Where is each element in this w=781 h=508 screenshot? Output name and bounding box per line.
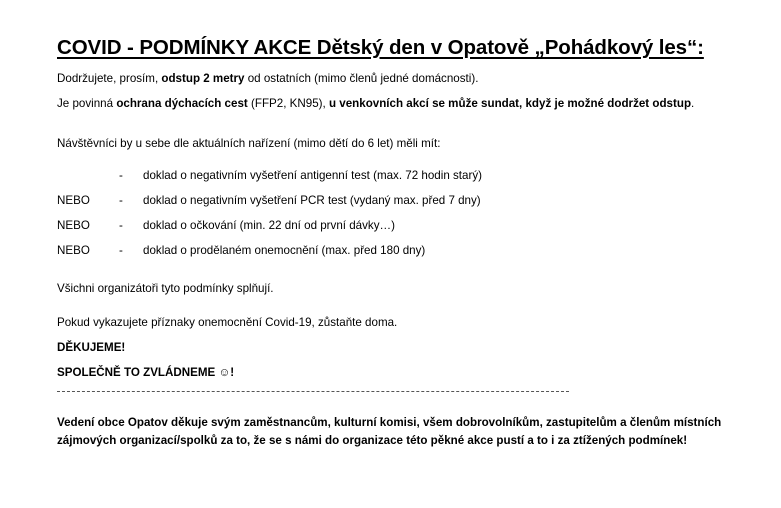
list-item-text: doklad o očkování (min. 22 dní od první dávky…): [143, 219, 395, 232]
respiratory-text-mid: (FFP2, KN95),: [247, 97, 329, 110]
respiratory-text-bold-2: u venkovních akcí se může sundat, když je možné dodržet odstup: [328, 97, 692, 110]
organizers-paragraph: Všichni organizátoři tyto podmínky splňují.: [57, 282, 274, 295]
list-item-prefix: NEBO: [57, 194, 90, 207]
list-item-dash: -: [119, 244, 123, 257]
thanks-heading: DĚKUJEME!: [57, 341, 126, 354]
symptoms-paragraph: Pokud vykazujete příznaky onemocnění Covid-19, zůstaňte doma.: [57, 316, 398, 329]
visitors-paragraph: Návštěvníci by u sebe dle aktuálních nařízení (mimo dětí do 6 let) měli mít:: [57, 137, 441, 150]
page-title: COVID - PODMÍNKY AKCE Dětský den v Opatově „Pohádkový les“:: [57, 36, 704, 59]
distance-text-post: od ostatních (mimo členů jedné domácnosti).: [244, 72, 479, 85]
respiratory-paragraph: [57, 97, 694, 110]
respiratory-text-pre: Je povinná: [57, 97, 117, 110]
dashed-divider: [57, 391, 569, 392]
distance-paragraph: [57, 72, 478, 85]
list-item-dash: -: [119, 194, 123, 207]
together-heading: SPOLEČNĚ TO ZVLÁDNEME ☺!: [57, 366, 235, 379]
list-item-text: doklad o negativním vyšetření antigenní test (max. 72 hodin starý): [143, 169, 482, 182]
list-item-dash: -: [119, 169, 123, 182]
list-item-text: doklad o prodělaném onemocnění (max. před 180 dny): [143, 244, 426, 257]
respiratory-text-post: .: [691, 97, 695, 110]
respiratory-text-bold-1: ochrana dýchacích cest: [116, 97, 248, 110]
footer-paragraph: Vedení obce Opatov děkuje svým zaměstnancům, kulturní komisi, všem dobrovolníkům, zastupitelům a členům místních zájmových organizací/spolků za to, že se s námi do organizace této pěkné akce pustí a to i za ztížených podmínek!: [57, 416, 722, 447]
list-item-prefix: NEBO: [57, 244, 90, 257]
list-item-dash: -: [119, 219, 123, 232]
distance-text-pre: Dodržujete, prosím,: [57, 72, 162, 85]
distance-text-bold: odstup 2 metry: [161, 72, 245, 85]
list-item-prefix: NEBO: [57, 219, 90, 232]
list-item-text: doklad o negativním vyšetření PCR test (vydaný max. před 7 dny): [143, 194, 481, 207]
